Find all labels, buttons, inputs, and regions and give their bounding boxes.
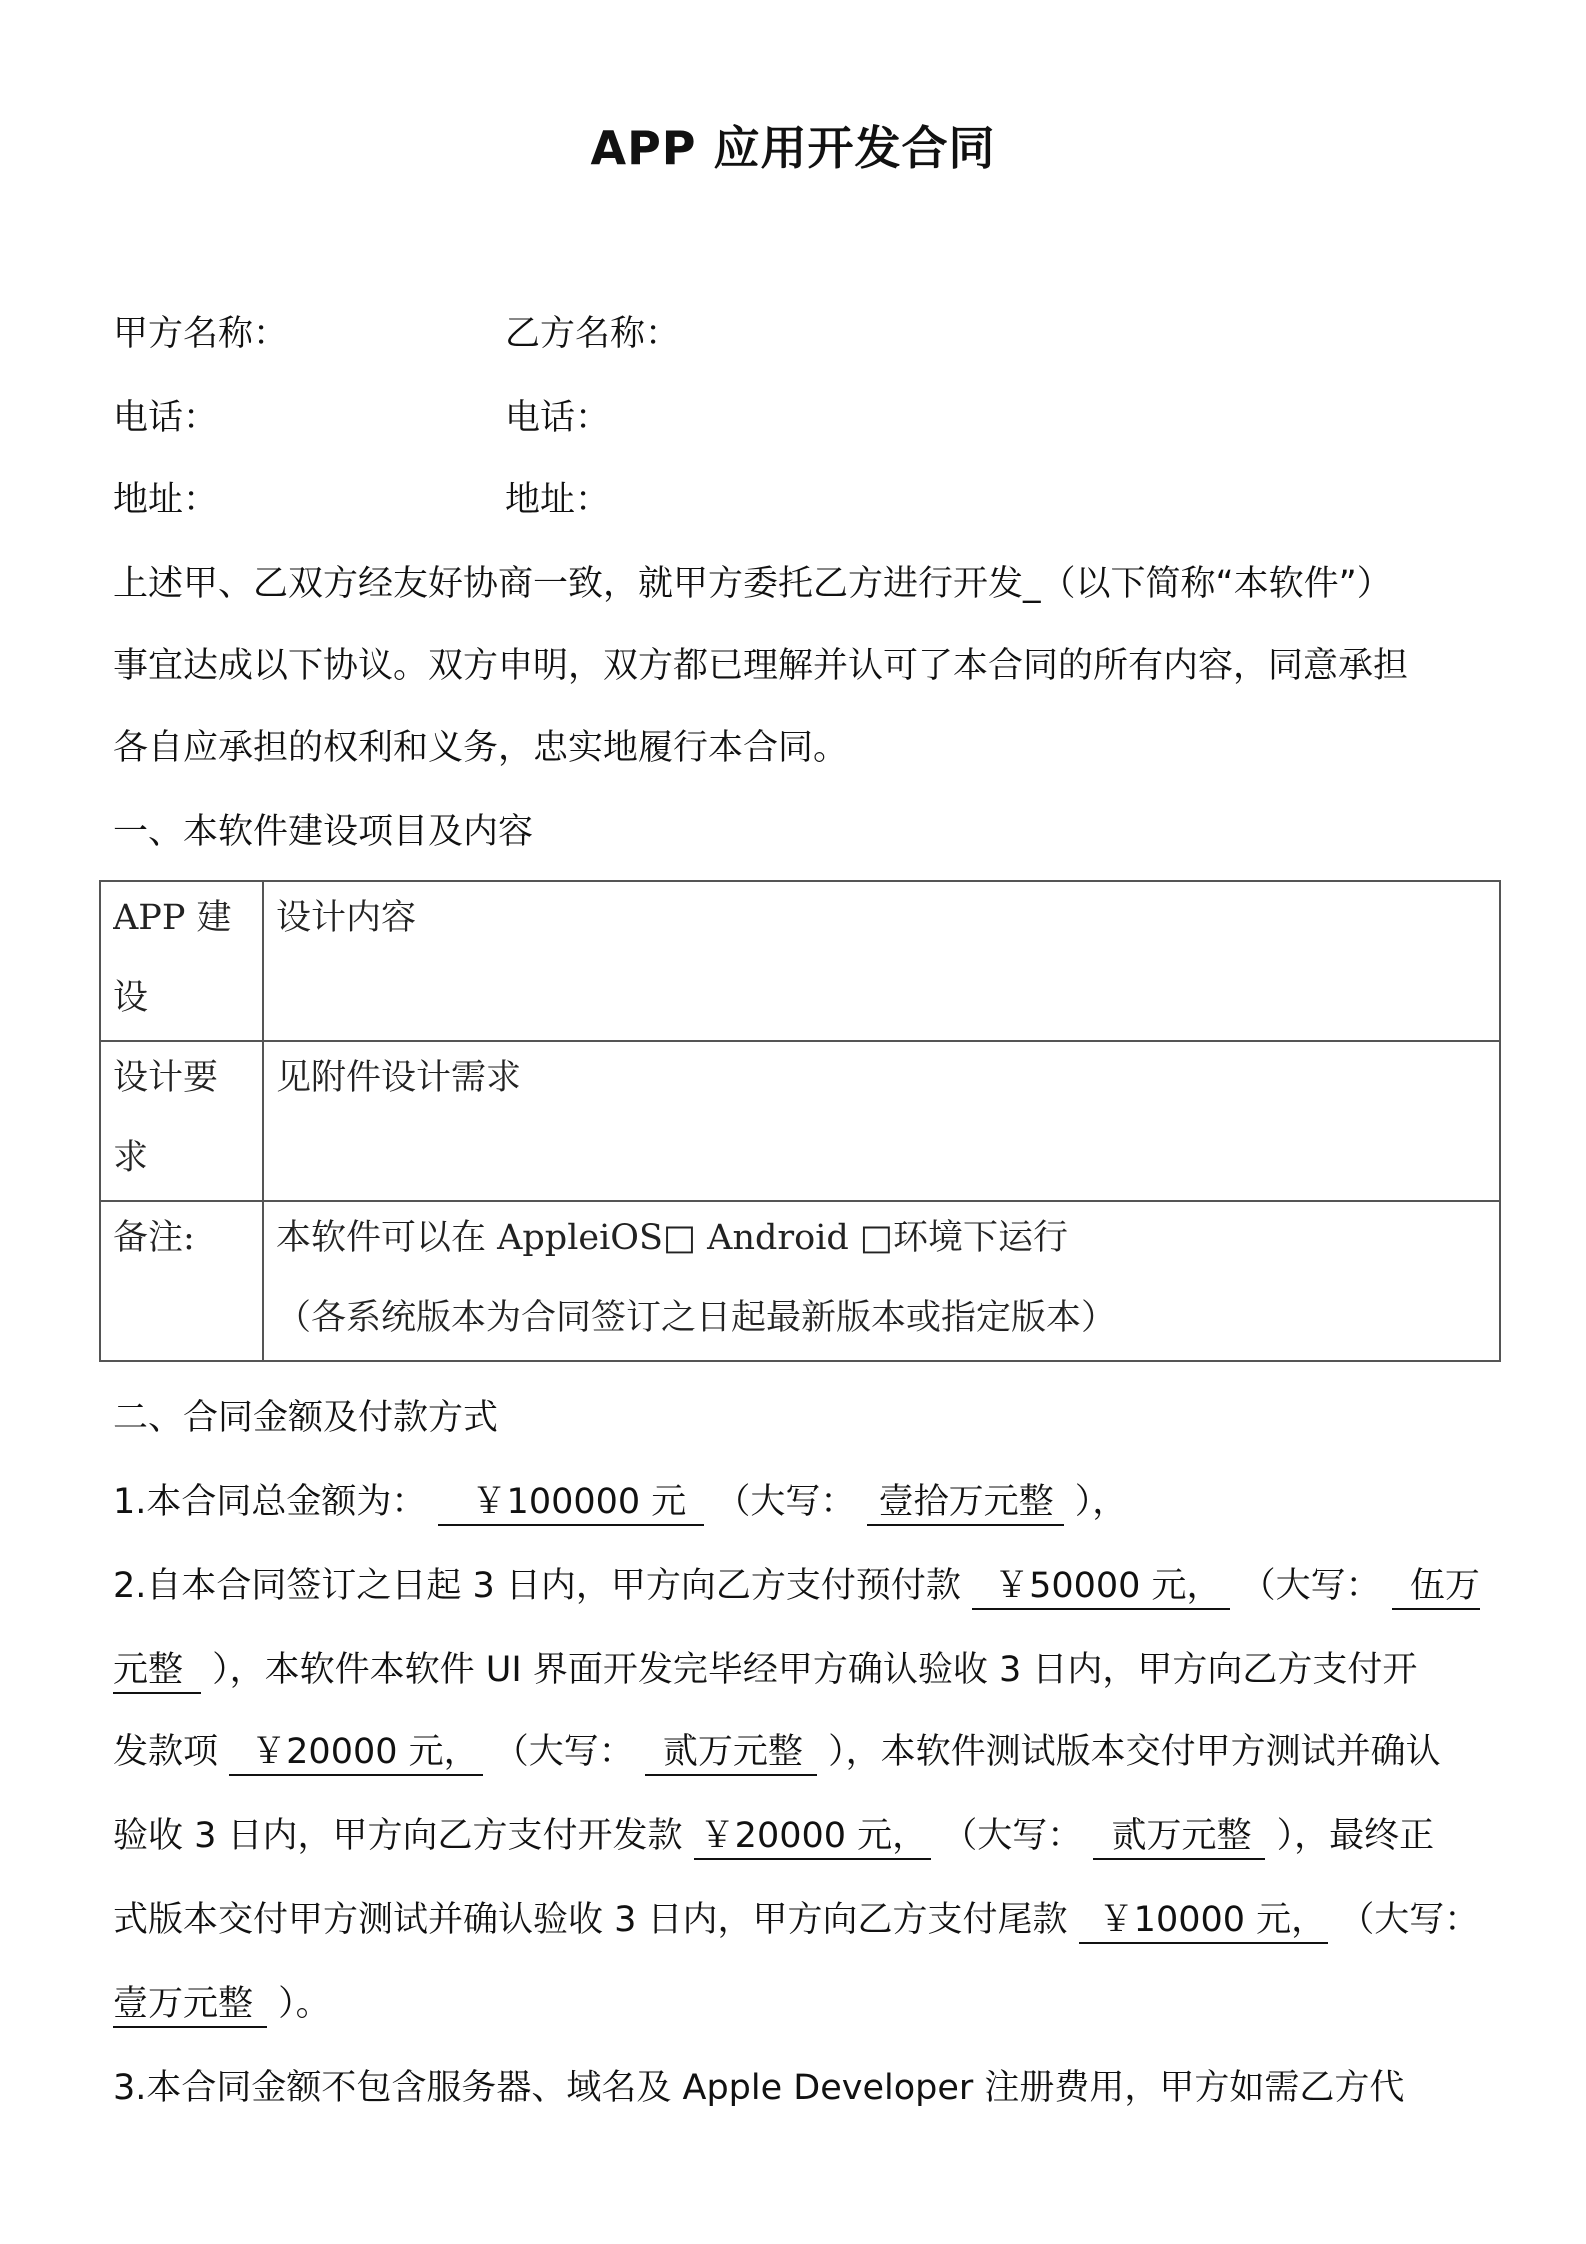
clause-2-prefix-4: 验收 3 日内，甲方向乙方支付开发款 (113, 1816, 683, 1856)
party-phone-row (113, 394, 1486, 442)
party-b-name-label: 乙方名称： (505, 314, 681, 354)
clause-2-text-4: ），最终正 (1276, 1816, 1435, 1856)
table-row-remarks (100, 1201, 1500, 1361)
party-a-phone-label: 电话： (113, 398, 219, 438)
total-amount-chinese: 壹拾万元整 (867, 1480, 1064, 1526)
clause-1-suffix: ）， (1074, 1482, 1128, 1522)
row-content: 见附件设计需求 (276, 1058, 522, 1098)
final-payment-amount-chinese: 壹万元整 (113, 1982, 267, 2028)
party-b-phone-label: 电话： (505, 398, 611, 438)
party-b-address-label: 地址： (505, 480, 611, 520)
ui-payment-amount: ￥20000 元， (229, 1730, 482, 1776)
clause-3: 3.本合同金额不包含服务器、域名及 Apple Developer 注册费用，甲方如需乙方代 (113, 2068, 1405, 2108)
project-content-table (99, 880, 1501, 1362)
clause-2-text-6: ）。 (278, 1984, 331, 2024)
intro-line-2: 事宜达成以下协议。双方申明，双方都已理解并认可了本合同的所有内容，同意承担 (113, 646, 1409, 686)
clause-2-prefix: 2.自本合同签订之日起 3 日内，甲方向乙方支付预付款 (113, 1566, 961, 1606)
clause-2-prefix-5: 式版本交付甲方测试并确认验收 3 日内，甲方向乙方支付尾款 (113, 1900, 1068, 1940)
party-a-name-label: 甲方名称： (113, 314, 289, 354)
table-cell-label (100, 881, 263, 1041)
clause-2-line-4 (113, 1812, 1486, 1860)
table-cell-content (263, 881, 1500, 1041)
total-amount: ￥100000 元 (438, 1480, 705, 1526)
final-payment-amount: ￥10000 元， (1079, 1898, 1328, 1944)
clause-1-mid: （大写： (715, 1482, 856, 1522)
table-cell-label (100, 1041, 263, 1201)
clause-2-mid-4: （大写： (942, 1816, 1083, 1856)
clause-2-mid-3: （大写： (493, 1732, 634, 1772)
row-label: 备注: (113, 1218, 195, 1258)
section-1-heading: 一、本软件建设项目及内容 (113, 812, 534, 852)
clause-2-line-6 (113, 1980, 1486, 2028)
clause-2-line-3 (113, 1728, 1486, 1776)
section-2-heading: 二、合同金额及付款方式 (113, 1398, 499, 1438)
clause-2-text-2: ），本软件本软件 UI 界面开发完毕经甲方确认验收 3 日内，甲方向乙方支付开 (212, 1650, 1418, 1690)
test-payment-amount: ￥20000 元， (694, 1814, 931, 1860)
clause-2-mid-5: （大写： (1339, 1900, 1480, 1940)
intro-line-3: 各自应承担的权利和义务，忠实地履行本合同。 (113, 728, 849, 768)
table-cell-content (263, 1201, 1500, 1361)
party-address-row (113, 476, 1486, 524)
prepayment-amount-chinese-part-2: 元整 (113, 1648, 201, 1694)
table-cell-content (263, 1041, 1500, 1201)
clause-2-prefix-3: 发款项 (113, 1732, 219, 1772)
clause-2-line-5 (113, 1896, 1486, 1944)
clause-2-line-1 (113, 1562, 1486, 1610)
clause-2-text-3: ），本软件测试版本交付甲方测试并确认 (828, 1732, 1441, 1772)
row-content: 设计内容 (276, 898, 417, 938)
row-label-part-1: 设计要 (113, 1058, 219, 1098)
clause-2-mid-1: （大写： (1240, 1566, 1381, 1606)
clause-2-line-2 (113, 1646, 1486, 1694)
row-label-part-2: 设 (113, 978, 149, 1018)
clause-1-prefix: 1.本合同总金额为： (113, 1482, 427, 1522)
row-label-part-1: APP 建 (113, 898, 232, 938)
party-name-row (113, 310, 1486, 358)
row-content-line-1: 本软件可以在 AppleiOS□ Android □环境下运行 (276, 1218, 1068, 1258)
intro-line-1: 上述甲、乙双方经友好协商一致，就甲方委托乙方进行开发_（以下简称“本软件”） (113, 564, 1392, 604)
table-row-app-build (100, 881, 1500, 1041)
prepayment-amount-chinese-part-1: 伍万 (1392, 1564, 1480, 1610)
row-label-part-2: 求 (113, 1138, 149, 1178)
clause-1 (113, 1478, 1486, 1526)
party-a-address-label: 地址： (113, 480, 219, 520)
ui-payment-amount-chinese: 贰万元整 (645, 1730, 817, 1776)
table-row-design-requirements (100, 1041, 1500, 1201)
prepayment-amount: ￥50000 元， (972, 1564, 1229, 1610)
table-cell-label (100, 1201, 263, 1361)
document-title: APP 应用开发合同 (590, 121, 996, 175)
row-content-line-2: （各系统版本为合同签订之日起最新版本或指定版本） (276, 1298, 1117, 1338)
test-payment-amount-chinese: 贰万元整 (1093, 1814, 1265, 1860)
